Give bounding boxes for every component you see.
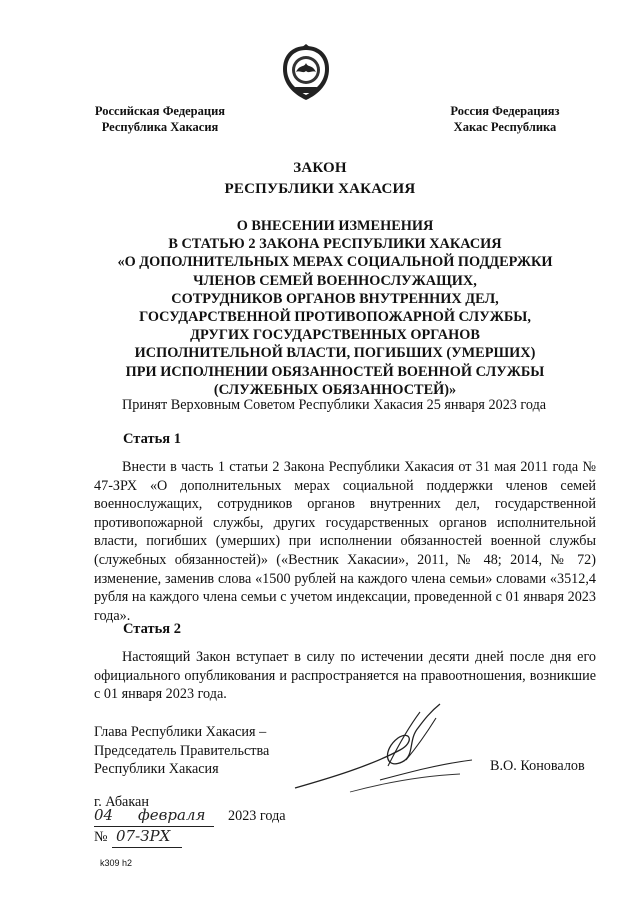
city: г. Абакан xyxy=(94,794,149,810)
document-title xyxy=(0,158,640,200)
signatory-line: Глава Республики Хакасия – xyxy=(94,724,267,740)
header-left-republic: Республика Хакасия xyxy=(101,120,219,134)
khakassia-coat-of-arms-icon xyxy=(279,44,333,102)
subtitle-line: О ВНЕСЕНИИ ИЗМЕНЕНИЯ xyxy=(236,218,434,234)
document-code: k309 h2 xyxy=(100,858,133,868)
title-republic: РЕСПУБЛИКИ ХАКАСИЯ xyxy=(224,181,416,197)
law-subtitle xyxy=(100,217,570,399)
handwritten-signature xyxy=(290,700,480,800)
article-2-text: Настоящий Закон вступает в силу по истечении десяти дней после дня его официального опубликования и распространяется на правоотношения, возникшие с 01 января 2023 года. xyxy=(94,649,596,703)
subtitle-line: ДРУГИХ ГОСУДАРСТВЕННЫХ ОРГАНОВ xyxy=(190,327,480,344)
coat-of-arms-emblem xyxy=(279,44,333,102)
subtitle-line: СОТРУДНИКОВ ОРГАНОВ ВНУТРЕННИХ ДЕЛ, xyxy=(171,290,499,307)
number-underline xyxy=(112,847,182,848)
signatory-title xyxy=(94,723,294,779)
subtitle-line: ИСПОЛНИТЕЛЬНОЙ ВЛАСТИ, ПОГИБШИХ (УМЕРШИХ) xyxy=(134,345,536,362)
subtitle-line: (СЛУЖЕБНЫХ ОБЯЗАННОСТЕЙ)» xyxy=(213,381,457,398)
subtitle-line: «О ДОПОЛНИТЕЛЬНЫХ МЕРАХ СОЦИАЛЬНОЙ ПОДДЕРЖКИ xyxy=(117,254,553,271)
signatory-line: Председатель Правительства xyxy=(94,742,270,759)
signatory-line: Республики Хакасия xyxy=(94,761,219,778)
subtitle-line: В СТАТЬЮ 2 ЗАКОНА РЕСПУБЛИКИ ХАКАСИЯ xyxy=(168,236,502,253)
subtitle-line: ГОСУДАРСТВЕННОЙ ПРОТИВОПОЖАРНОЙ СЛУЖБЫ, xyxy=(139,309,531,326)
article-2-heading: Статья 2 xyxy=(123,621,181,637)
subtitle-line: ЧЛЕНОВ СЕМЕЙ ВОЕННОСЛУЖАЩИХ, xyxy=(193,272,477,289)
handwritten-month: февраля xyxy=(138,806,206,824)
header-right-republic: Хакас Республика xyxy=(453,120,557,134)
header-left-country: Российская Федерация xyxy=(94,104,226,118)
article-1-heading: Статья 1 xyxy=(123,431,181,447)
handwritten-number: 07-ЗРХ xyxy=(116,827,171,845)
article-1-text: Внести в часть 1 статьи 2 Закона Республики Хакасия от 31 мая 2011 года № 47-ЗРХ «О дополнительных мерах социальной поддержки членов семей военнослужащих, сотрудников органов внутренних дел, государственной противопожарной службы, других государственных органов исполнительной власти, погибших (умерших) при исполнении обязанностей военной службы (служебных обязанностей)» («Вестник Хакасии», 2011, № 48; 2014, № 72) изменение, заменив слова «1500 рублей на каждого члена семьи» словами «3512,4 рубля на каждого члена семьи с учетом индексации, проведенной с 01 января 2023 года». xyxy=(94,459,596,624)
subtitle-line: ПРИ ИСПОЛНЕНИИ ОБЯЗАННОСТЕЙ ВОЕННОЙ СЛУЖБЫ xyxy=(125,363,545,380)
year-text: 2023 года xyxy=(228,808,286,824)
header-left xyxy=(80,103,240,135)
signatory-name: В.О. Коновалов xyxy=(490,758,585,774)
header-right-country: Россия Федерацияз xyxy=(450,104,560,118)
adoption-statement: Принят Верховным Советом Республики Хакасия 25 января 2023 года xyxy=(122,397,547,413)
title-law: ЗАКОН xyxy=(293,160,347,176)
handwritten-day: 04 xyxy=(94,806,114,824)
header-right xyxy=(420,103,590,135)
number-line xyxy=(94,827,214,851)
number-prefix: № xyxy=(94,829,108,845)
